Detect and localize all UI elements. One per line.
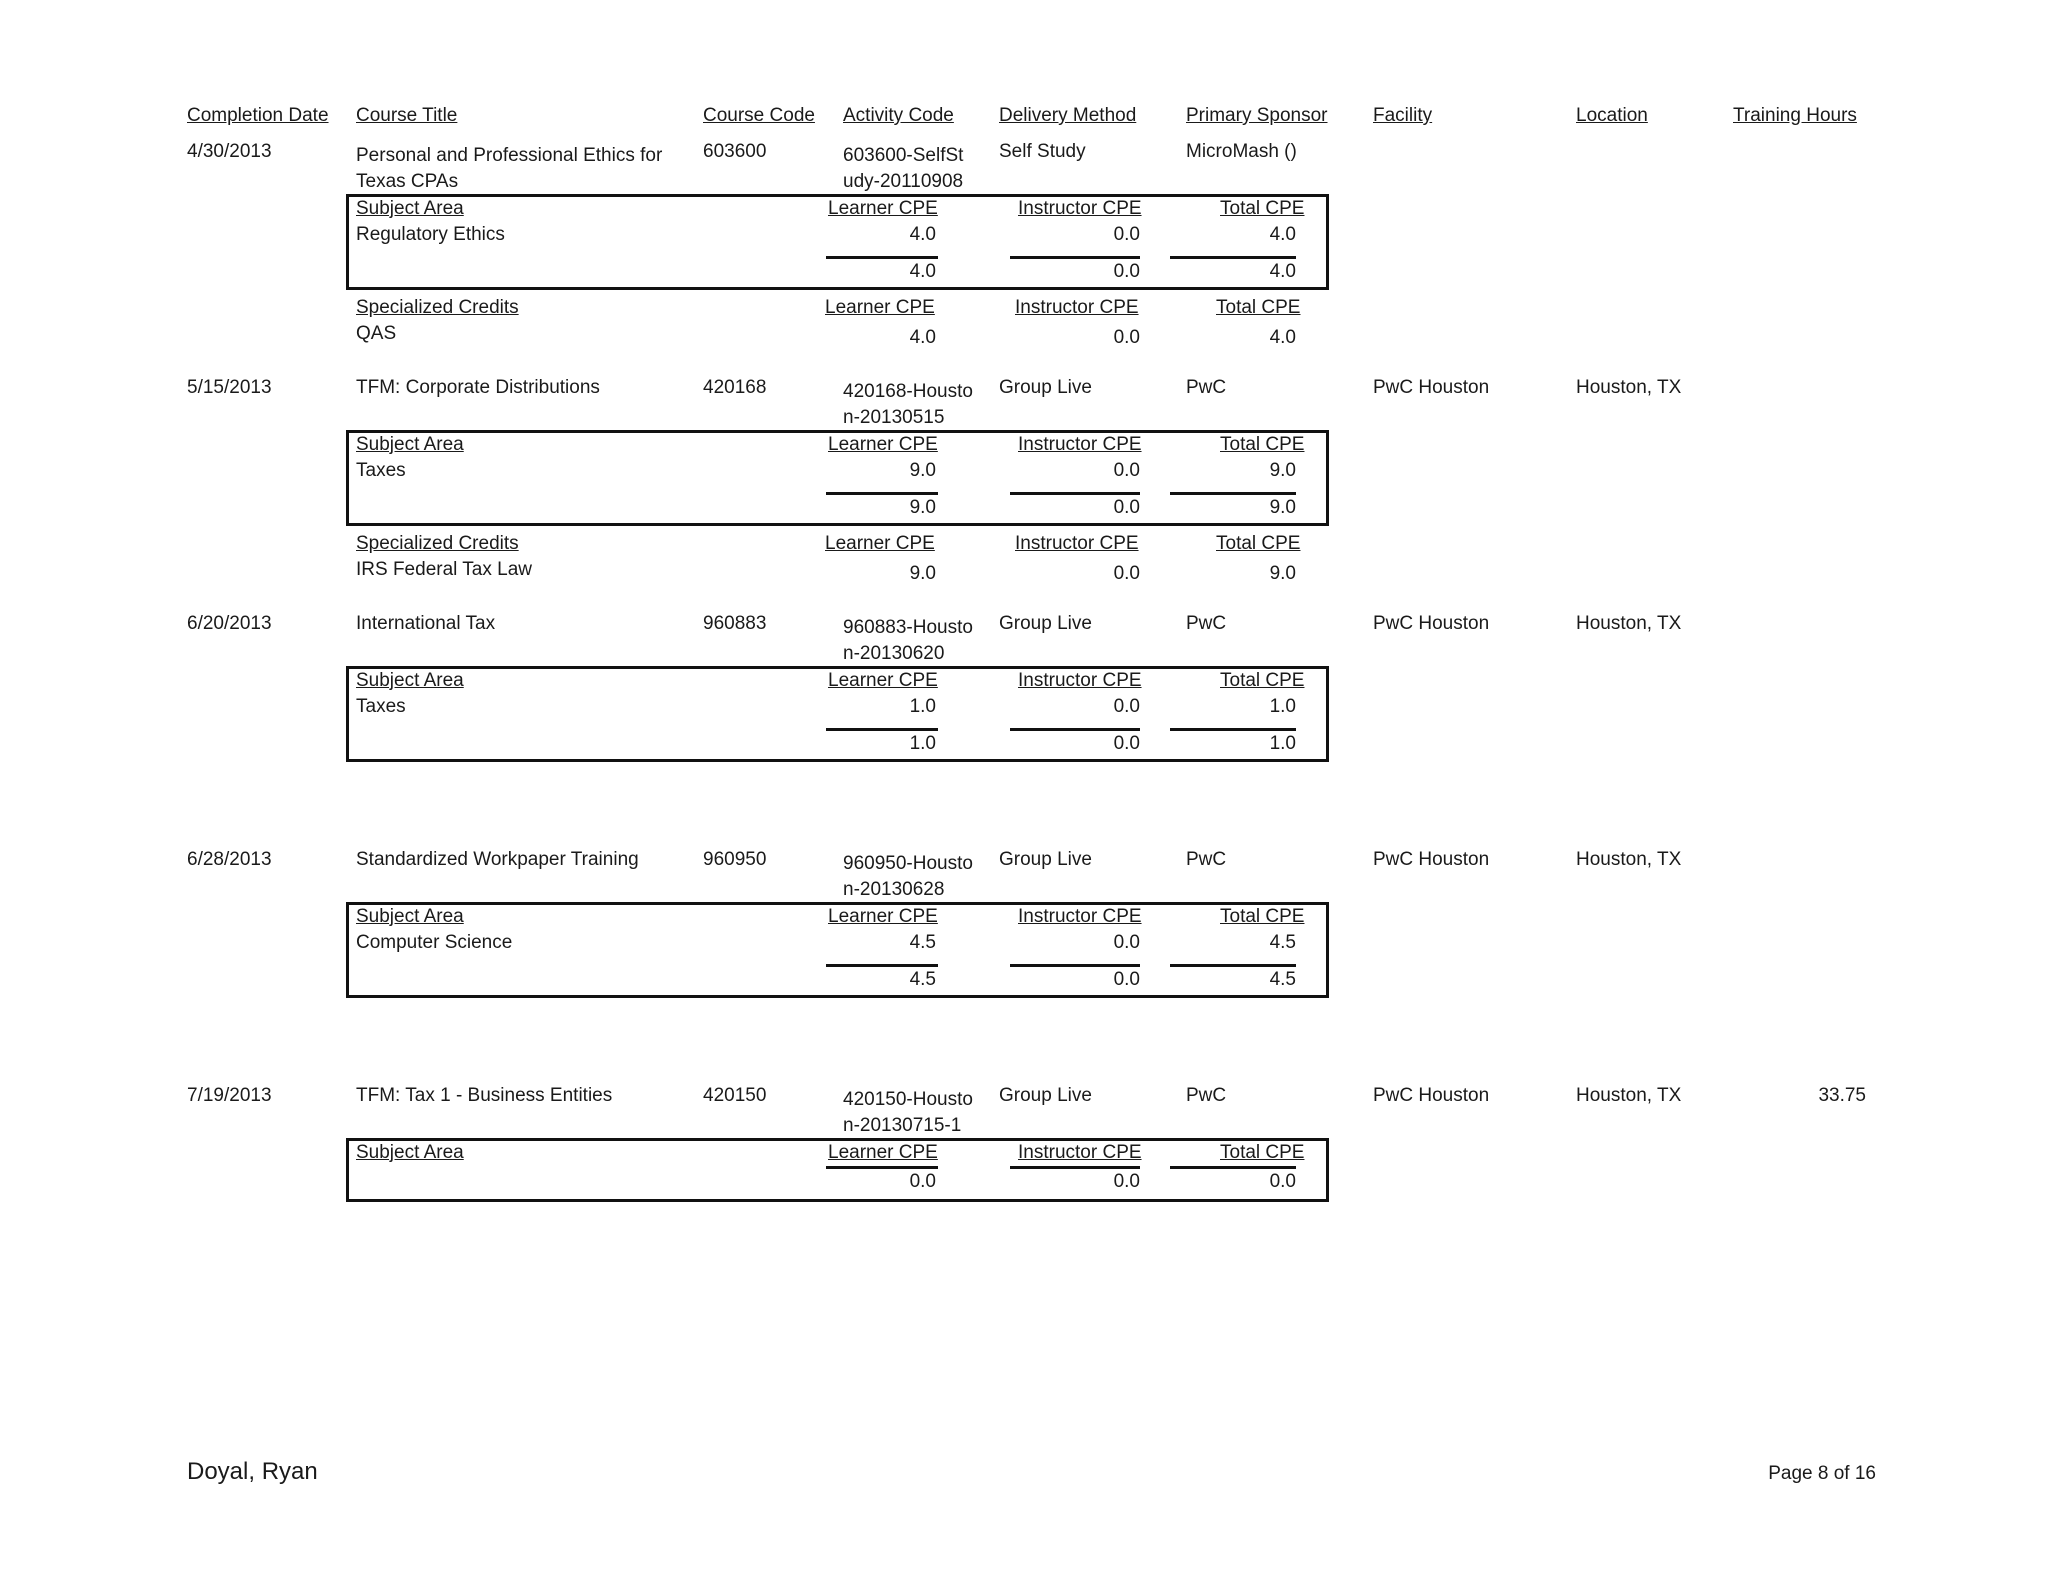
activity-code: 960883-Housto: [843, 617, 973, 638]
course-code: 420168: [703, 377, 767, 398]
specialized-total-cpe: 4.0: [1269, 327, 1296, 348]
specialized-credit-name: IRS Federal Tax Law: [356, 559, 533, 580]
learner-cpe-subtotal: 9.0: [909, 497, 936, 518]
course-title-continued: Texas CPAs: [356, 171, 459, 192]
total-cpe-subtotal: 1.0: [1269, 733, 1296, 754]
total-cpe-label: Total CPE: [1220, 670, 1305, 691]
activity-code-continued: n-20130715-1: [843, 1115, 962, 1136]
subject-area-label: Subject Area: [356, 1142, 464, 1163]
course-title: Standardized Workpaper Training: [356, 849, 639, 870]
subject-area-name: Taxes: [356, 696, 406, 717]
total-cpe-subtotal: 4.5: [1269, 969, 1296, 990]
activity-code-continued: n-20130515: [843, 407, 945, 428]
primary-sponsor: PwC: [1186, 849, 1227, 870]
instructor-cpe-label: Instructor CPE: [1018, 198, 1142, 219]
subject-area-label: Subject Area: [356, 434, 464, 455]
learner-cpe-label: Learner CPE: [828, 434, 938, 455]
specialized-learner-cpe: 9.0: [909, 563, 936, 584]
location: Houston, TX: [1576, 1085, 1682, 1106]
learner-cpe-subtotal: 1.0: [909, 733, 936, 754]
instructor-cpe-label: Instructor CPE: [1018, 1142, 1142, 1163]
instructor-cpe-label: Instructor CPE: [1018, 434, 1142, 455]
activity-code-continued: n-20130620: [843, 643, 945, 664]
learner-cpe-value: 4.0: [909, 224, 936, 245]
header-facility: Facility: [1373, 105, 1433, 126]
learner-cpe-subtotal: 0.0: [909, 1171, 936, 1192]
header-course-title: Course Title: [356, 105, 458, 126]
total-cpe-label: Total CPE: [1220, 434, 1305, 455]
delivery-method: Group Live: [999, 377, 1092, 398]
footer-page-number: Page 8 of 16: [1768, 1463, 1876, 1484]
activity-code: 603600-SelfSt: [843, 145, 964, 166]
instructor-cpe-subtotal: 0.0: [1113, 261, 1140, 282]
completion-date: 6/20/2013: [187, 613, 272, 634]
footer-person-name: Doyal, Ryan: [187, 1458, 318, 1485]
instructor-cpe-value: 0.0: [1113, 932, 1140, 953]
learner-cpe-value: 4.5: [909, 932, 936, 953]
activity-code: 960950-Housto: [843, 853, 973, 874]
learner-cpe-label: Learner CPE: [828, 1142, 938, 1163]
instructor-cpe-label: Instructor CPE: [1018, 906, 1142, 927]
learner-cpe-label: Learner CPE: [828, 198, 938, 219]
subject-area-label: Subject Area: [356, 906, 464, 927]
header-course-code: Course Code: [703, 105, 815, 126]
subject-area-label: Subject Area: [356, 670, 464, 691]
total-cpe-label: Total CPE: [1220, 198, 1305, 219]
location: Houston, TX: [1576, 377, 1682, 398]
total-cpe-label: Total CPE: [1216, 297, 1301, 318]
header-delivery-method: Delivery Method: [999, 105, 1137, 126]
delivery-method: Group Live: [999, 613, 1092, 634]
facility: PwC Houston: [1373, 613, 1490, 634]
facility: PwC Houston: [1373, 377, 1490, 398]
instructor-cpe-label: Instructor CPE: [1015, 297, 1139, 318]
instructor-cpe-subtotal: 0.0: [1113, 497, 1140, 518]
specialized-total-cpe: 9.0: [1269, 563, 1296, 584]
header-location: Location: [1576, 105, 1648, 126]
header-primary-sponsor: Primary Sponsor: [1186, 105, 1328, 126]
course-code: 603600: [703, 141, 767, 162]
completion-date: 5/15/2013: [187, 377, 272, 398]
training-hours: 33.75: [1818, 1085, 1866, 1106]
subject-area-name: Computer Science: [356, 932, 513, 953]
total-cpe-label: Total CPE: [1220, 906, 1305, 927]
primary-sponsor: MicroMash (): [1186, 141, 1297, 162]
instructor-cpe-subtotal: 0.0: [1113, 733, 1140, 754]
instructor-cpe-label: Instructor CPE: [1018, 670, 1142, 691]
activity-code: 420168-Housto: [843, 381, 973, 402]
primary-sponsor: PwC: [1186, 377, 1227, 398]
course-code: 960883: [703, 613, 767, 634]
header-training-hours: Training Hours: [1733, 105, 1857, 126]
instructor-cpe-subtotal: 0.0: [1113, 969, 1140, 990]
completion-date: 4/30/2013: [187, 141, 272, 162]
learner-cpe-subtotal: 4.0: [909, 261, 936, 282]
header-activity-code: Activity Code: [843, 105, 954, 126]
location: Houston, TX: [1576, 849, 1682, 870]
learner-cpe-value: 1.0: [909, 696, 936, 717]
specialized-credit-name: QAS: [356, 323, 397, 344]
course-title: International Tax: [356, 613, 496, 634]
total-cpe-label: Total CPE: [1216, 533, 1301, 554]
completion-date: 6/28/2013: [187, 849, 272, 870]
total-cpe-value: 4.5: [1269, 932, 1296, 953]
activity-code: 420150-Housto: [843, 1089, 973, 1110]
column-header-row: [0, 102, 2048, 132]
delivery-method: Group Live: [999, 849, 1092, 870]
header-completion-date: Completion Date: [187, 105, 329, 126]
instructor-cpe-value: 0.0: [1113, 696, 1140, 717]
total-cpe-subtotal: 9.0: [1269, 497, 1296, 518]
total-cpe-subtotal: 0.0: [1269, 1171, 1296, 1192]
instructor-cpe-value: 0.0: [1113, 460, 1140, 481]
facility: PwC Houston: [1373, 849, 1490, 870]
course-code: 420150: [703, 1085, 767, 1106]
learner-cpe-label: Learner CPE: [828, 906, 938, 927]
location: Houston, TX: [1576, 613, 1682, 634]
learner-cpe-subtotal: 4.5: [909, 969, 936, 990]
total-cpe-value: 4.0: [1269, 224, 1296, 245]
learner-cpe-value: 9.0: [909, 460, 936, 481]
specialized-credits-label: Specialized Credits: [356, 297, 519, 318]
course-code: 960950: [703, 849, 767, 870]
primary-sponsor: PwC: [1186, 613, 1227, 634]
specialized-learner-cpe: 4.0: [909, 327, 936, 348]
subject-area-label: Subject Area: [356, 198, 464, 219]
activity-code-continued: udy-20110908: [843, 171, 964, 192]
activity-code-continued: n-20130628: [843, 879, 945, 900]
course-title: TFM: Tax 1 - Business Entities: [356, 1085, 613, 1106]
subject-area-name: Taxes: [356, 460, 406, 481]
total-cpe-value: 9.0: [1269, 460, 1296, 481]
instructor-cpe-label: Instructor CPE: [1015, 533, 1139, 554]
total-cpe-subtotal: 4.0: [1269, 261, 1296, 282]
course-title: Personal and Professional Ethics for: [356, 145, 663, 166]
primary-sponsor: PwC: [1186, 1085, 1227, 1106]
course-title: TFM: Corporate Distributions: [356, 377, 600, 398]
total-cpe-value: 1.0: [1269, 696, 1296, 717]
total-cpe-label: Total CPE: [1220, 1142, 1305, 1163]
delivery-method: Self Study: [999, 141, 1086, 162]
instructor-cpe-subtotal: 0.0: [1113, 1171, 1140, 1192]
facility: PwC Houston: [1373, 1085, 1490, 1106]
subject-area-name: Regulatory Ethics: [356, 224, 505, 245]
specialized-instructor-cpe: 0.0: [1113, 563, 1140, 584]
specialized-instructor-cpe: 0.0: [1113, 327, 1140, 348]
instructor-cpe-value: 0.0: [1113, 224, 1140, 245]
learner-cpe-label: Learner CPE: [828, 670, 938, 691]
completion-date: 7/19/2013: [187, 1085, 272, 1106]
delivery-method: Group Live: [999, 1085, 1092, 1106]
learner-cpe-label: Learner CPE: [825, 533, 935, 554]
specialized-credits-label: Specialized Credits: [356, 533, 519, 554]
learner-cpe-label: Learner CPE: [825, 297, 935, 318]
